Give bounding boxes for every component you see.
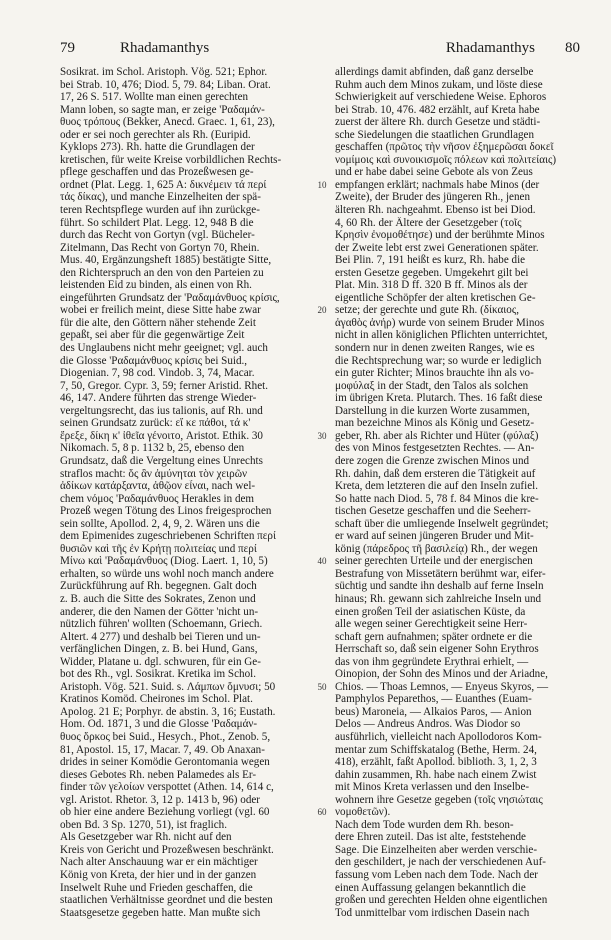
text-line: leistenden Eid zu binden, als einen von Rh. — [60, 279, 252, 292]
text-line: 4, 60 Rh. der Ältere der Gesetzgeber (τοῖς — [335, 216, 522, 229]
text-line: dem Epimenides zugeschriebenen Schriften περί — [60, 530, 276, 543]
text-line: Ruhm auch dem Minos zukam, und löste diese — [335, 78, 543, 91]
text-line: Kreta, dem letzteren die auf den Inseln zufiel. — [335, 480, 538, 493]
text-line: gepaßt, sei aber für die gegenwärtige Zeit — [60, 329, 245, 342]
text-line: Zitelmann, Das Recht von Gortyn 70, Rhein. — [60, 241, 260, 254]
text-line: Nach dem Tode wurden dem Rh. beson- — [335, 818, 514, 831]
text-line: hinaus; Rh. gewann sich zahlreiche Inseln und — [335, 592, 542, 605]
text-line: dieses Gebotes Rh. neben Palamedes als Er- — [60, 768, 257, 781]
page-number-right: 80 — [565, 40, 580, 56]
text-line: Hom. Od. 1871, 3 und die Glosse 'Ραδαμάν- — [60, 718, 258, 731]
text-line: νομίμοις καὶ συνοικισμοῖς πόλεων καὶ πολιτείαις) — [335, 153, 557, 166]
text-line: sondern nur in denen zweiten Ranges, wie es — [335, 342, 535, 355]
text-line: fassung vom Leben nach dem Tode. Nach der — [335, 869, 538, 881]
text-line: ob hier eine andere Beziehung vorliegt (vgl. 60 — [60, 806, 270, 819]
text-line: Apolog. 21 E; Porphyr. de abstin. 3, 16; Eustath. — [60, 705, 276, 718]
text-line: Kreis von Gericht und Prozeßwesen beschränkt. — [60, 843, 274, 856]
text-line: dere Ehren zuteil. Das ist alte, feststehende — [335, 831, 526, 844]
text-line: einen Auffassung gelangen bekanntlich die — [335, 881, 526, 894]
text-line: zuerst der ältere Rh. durch Gesetze und städti- — [335, 116, 541, 129]
text-line: älteren Rh. nachgeahmt. Ebenso ist bei Diod. — [335, 204, 536, 217]
text-line: Bestrafung von Missetätern berühmt war, eifer- — [335, 567, 546, 580]
text-line: Sosikrat. im Schol. Aristoph. Vög. 521; Ephor. — [60, 66, 268, 78]
text-line: mentar zum Schiffskatalog (Bethe, Herm. 24, — [335, 743, 537, 756]
text-line: tischen Gesetze geschaffen und die Seeherr- — [335, 505, 531, 518]
left-column — [60, 66, 306, 922]
text-line: empfangen erklärt; nachmals habe Minos (der — [335, 178, 540, 191]
text-line: Aristoph. Vög. 521. Suid. s. Λάμπων ὄμνυσι; 50 — [60, 680, 276, 693]
text-line: den Richterspruch an den von den Parteien zu — [60, 266, 264, 279]
text-line: Plat. Min. 318 D ff. 320 B ff. Minos als der — [335, 279, 528, 292]
text-line: großen und gerechten Helden ohne eigentlichen — [335, 894, 548, 907]
text-line: erhalten, so würde uns wohl noch manch andere — [60, 567, 274, 580]
text-line: ausführlich, vielleicht nach Apollodoros Kom- — [335, 730, 542, 743]
text-line: θυος ὅρκος bei Suid., Hesych., Phot., Zenob. 5, — [60, 730, 271, 743]
text-line: θυος τρόπους (Bekker, Anecd. Graec. 1, 61, 23), — [60, 116, 275, 129]
text-line: einen großen Teil der asiatischen Küste, da — [335, 605, 526, 618]
text-line: Darstellung in die kurzen Worte zusammen, — [335, 404, 530, 417]
text-line: ersten Gesetze gegeben. Umgekehrt gilt bei — [335, 266, 529, 279]
text-line: vgl. Aristot. Rhetor. 3, 12 p. 1413 b, 96) oder — [60, 793, 260, 806]
text-line: für die alte, den Göttern näher stehende Zeit — [60, 316, 256, 329]
text-line: Chios. — Thoas Lemnos, — Enyeus Skyros, — — [335, 680, 549, 693]
text-line: nicht in allen königlichen Pflichten unterrichtet, — [335, 329, 548, 342]
text-line: Prozeß wegen Tötung des Linos freigesprochen — [60, 505, 272, 518]
text-line: Zweite), der Bruder des jüngeren Rh., jenen — [335, 191, 530, 204]
text-line: Κρησὶν ἐνομοθέτησε) und der berühmte Minos — [335, 229, 545, 242]
text-line: durch das Recht von Gortyn (vgl. Bücheler- — [60, 229, 255, 242]
text-line: ἀγαθὸς ἀνήρ) wurde von seinem Bruder Minos — [335, 316, 545, 329]
text-line: chem νόμος 'Ραδαμάνθυος Herakles in dem — [60, 492, 255, 505]
text-line: ἔρεξε, δίκη κ' ἰθεῖα γένοιτο, Aristot. Ethik. 30 — [60, 429, 263, 442]
text-line: geschaffen (πρῶτος τὴν νῆσον ἐξημερῶσαι δοκεῖ — [335, 141, 554, 154]
text-line: Tod unmittelbar vom irdischen Dasein nach — [335, 906, 530, 919]
text-line: finder τῶν γελοίων verspottet (Athen. 14, 614 c, — [60, 781, 274, 794]
text-line: süchtig und sandte ihn deshalb auf ferne Inseln — [335, 580, 544, 593]
text-line: Rh. dahin, daß dem ersteren die Tätigkeit auf — [335, 467, 536, 480]
text-line: schaft über die umliegende Inselwelt gegründet; — [335, 517, 549, 530]
page-number-left: 79 — [60, 40, 75, 56]
text-line: 81, Apostol. 15, 17, Macar. 7, 49. Ob Anaxan- — [60, 743, 265, 756]
text-line: straflos macht: ὅς ἂν ἀμύνηται τὸν χειρῶν — [60, 467, 248, 480]
text-line: eingeführten Grundsatz der 'Ραδαμάνθυος κρίσις, — [60, 291, 280, 304]
text-line: Pamphylos Peparethos, — Euanthes (Euam- — [335, 693, 532, 706]
text-line: König von Kreta, der hier und in der ganzen — [60, 869, 257, 881]
text-line: Als Gesetzgeber war Rh. nicht auf den — [60, 831, 232, 844]
text-line: Widder, Platane u. dgl. schwuren, für ein Ge- — [60, 655, 261, 668]
text-line: kretischen, für weite Kreise vorbildlichen Rechts- — [60, 153, 282, 166]
text-line: 418), erzählt, faßt Apollod. biblioth. 3, 1, 2, 3 — [335, 756, 537, 769]
text-line: Staatsgesetze gegeben hatte. Man mußte sich — [60, 906, 261, 919]
text-line: 17, 26 S. 517. Wollte man einen gerechten — [60, 91, 249, 104]
text-line: und er habe dabei seine Gebote als von Zeus — [335, 166, 533, 179]
text-line: Μίνω καὶ 'Ραδαμάνθυος (Diog. Laert. 1, 10, 5) — [60, 555, 268, 568]
text-line: eigentliche Schöpfer der alten kretischen Ge- — [335, 291, 536, 304]
text-line: vergeltungsrecht, das ius talionis, auf Rh. und — [60, 404, 263, 417]
text-line: θυσιῶν καὶ τῆς ἐν Κρήτῃ πολιτείας und περί — [60, 542, 257, 555]
text-line: Mus. 40, Ergänzungsheft 1885) bestätigte Sitte, — [60, 254, 272, 267]
text-line: τάς δίκας), und manche Einzelheiten der spä- — [60, 191, 261, 204]
gutter-line-number: 30 — [317, 430, 327, 441]
text-line: alle wegen seiner Gerechtigkeit seine Herr- — [335, 618, 528, 631]
text-line: So hatte nach Diod. 5, 78 f. 84 Minos die kre- — [335, 492, 539, 505]
text-line: bot des Rh., vgl. Sosikrat. Kretika im Schol. — [60, 668, 256, 681]
gutter-line-number: 40 — [317, 556, 327, 567]
text-line: dere zogen die Grenze zwischen Minos und — [335, 454, 530, 467]
text-line: sein sollte, Apollod. 2, 4, 9, 2. Wären uns die — [60, 517, 260, 530]
gutter-line-number: 20 — [317, 305, 327, 316]
gutter-line-number: 10 — [317, 179, 327, 190]
text-line: νομοθετῶν). — [335, 806, 391, 819]
text-line: Zurückführung auf Rh. begegnen. Galt doch — [60, 580, 257, 593]
text-line: mit Minos Kreta verlassen und den Inselbe- — [335, 781, 530, 794]
text-line: ein guter Richter; Minos brauchte ihn als νο- — [335, 367, 534, 380]
text-line: man bezeichne Minos als König und Gesetz- — [335, 417, 535, 430]
running-title-left: Rhadamanthys — [120, 40, 210, 56]
page-header — [60, 40, 580, 62]
text-line: wobei er freilich meint, diese Sitte habe zwar — [60, 304, 261, 317]
text-line: bei Strab. 10, 476. 482 erzählt, auf Kreta habe — [335, 103, 540, 116]
text-line: das von ihm gegründete Erythrai erhielt, — — [335, 655, 529, 668]
text-line: seiner gerechten Urteile und der energischen — [335, 555, 533, 568]
running-title-right: Rhadamanthys — [445, 40, 535, 56]
text-line: könig (πάρεδρος τῆ βασιλείᾳ) Rh., der wegen — [335, 542, 538, 555]
text-line: allerdings damit abfinden, daß ganz derselbe — [335, 66, 534, 78]
text-line: 7, 50, Gregor. Cypr. 3, 59; ferner Aristid. Rhet. — [60, 379, 268, 392]
text-line: Delos — Andreus Andros. Was Diodor so — [335, 718, 521, 731]
text-line: der Zweite lebt erst zwei Generationen später. — [335, 241, 539, 254]
text-line: den geschildert, je nach der verschiedenen Auf- — [335, 856, 546, 869]
text-line: schaft gern aufnahmen; später ordnete er die — [335, 630, 533, 643]
text-line: 46, 147. Andere führten das strenge Wieder- — [60, 392, 257, 405]
text-line: wohnern ihre Gesetze gegeben (τοῖς νησιώταις — [335, 793, 543, 806]
text-line: Sage. Die Einzelheiten aber werden verschie- — [335, 843, 538, 856]
text-line: dahin zusammen, Rh. habe nach einem Zwist — [335, 768, 537, 781]
text-line: oben Bd. 3 Sp. 1270, 51), ist fraglich. — [60, 818, 228, 831]
text-line: Nikomach. 5, 8 p. 1132 b, 25, ebenso den — [60, 442, 245, 455]
text-line: teren Rechtspflege wurden auf ihn zurückge- — [60, 204, 260, 217]
text-line: sche Siedelungen die staatlichen Grundlagen — [335, 128, 535, 141]
text-line: Inselwelt Ruhe und Frieden geschaffen, die — [60, 881, 253, 894]
text-line: geber, Rh. aber als Richter und Hüter (φύλαξ) — [335, 429, 539, 442]
text-line: Altert. 4 277) und deshalb bei Tieren und un- — [60, 630, 261, 643]
text-line: nützlich führen' wollten (Schoemann, Griech. — [60, 618, 263, 631]
text-line: z. B. auch die Sitte des Sokrates, Zenon und — [60, 592, 256, 605]
text-line: staatlichen Verhältnisse geordnet und die besten — [60, 894, 273, 907]
text-line: er ward auf seinen jüngeren Bruder und Mit- — [335, 530, 534, 543]
text-line: Herrschaft so, daß sein eigener Sohn Erythros — [335, 643, 539, 656]
text-line: anderer, die den Namen der Götter 'nicht un- — [60, 605, 259, 618]
text-line: seinen Grundsatz zurück: εἴ κε πάθοι, τά κ' — [60, 417, 251, 430]
text-line: die Rechtsprechung war; so wurde er lediglich — [335, 354, 542, 367]
text-line: pflege geschaffen und das Prozeßwesen ge- — [60, 166, 254, 179]
text-line: des von Minos festgesetzten Rechtes. — An- — [335, 442, 535, 455]
text-line: Oinopion, der Sohn des Minos und der Ariadne, — [335, 668, 548, 681]
text-line: Diogenian. 7, 98 cod. Vindob. 3, 74, Macar. — [60, 367, 255, 380]
text-line: ἀδίκων κατάρξαντα, ἀθῷον εἶναι, nach wel- — [60, 480, 256, 493]
text-line: Bei Plin. 7, 191 heißt es kurz, Rh. habe die — [335, 254, 526, 267]
text-line: führt. So schildert Plat. Legg. 12, 948 B die — [60, 216, 254, 229]
text-line: Kyklops 273). Rh. hatte die Grundlagen der — [60, 141, 255, 154]
text-line: ordnet (Plat. Legg. 1, 625 A: δικνέμειν τά περί — [60, 178, 267, 191]
text-line: Schwierigkeit auf verschiedene Weise. Ephoros — [335, 91, 547, 104]
text-line: μοφύλαξ in der Stadt, den Talos als solchen — [335, 379, 529, 392]
text-line: Grundsatz, daß die Vergeltung eines Unrechts — [60, 454, 263, 467]
text-line: Mann loben, so sagte man, er zeige 'Ραδαμάν- — [60, 103, 265, 116]
text-line: bei Strab. 10, 476; Diod. 5, 79. 84; Liban. Orat. — [60, 78, 271, 91]
text-line: drides in seiner Komödie Gerontomania wegen — [60, 756, 270, 769]
text-line: beus) Maroneia, — Alkaios Paros, — Anion — [335, 705, 532, 718]
text-line: setze; der gerechte und gute Rh. (δίκαιος, — [335, 304, 519, 317]
text-line: verfänglichen Dingen, z. B. bei Hund, Gans, — [60, 643, 258, 656]
text-line: Nach alter Anschauung war er ein mächtiger — [60, 856, 258, 869]
right-column — [335, 66, 581, 922]
text-line: im übrigen Kreta. Plutarch. Thes. 16 faßt diese — [335, 392, 543, 405]
text-line: die Glosse 'Ραδαμάνθυος κρίσις bei Suid., — [60, 354, 248, 367]
text-line: Kratinos Komöd. Cheirones im Schol. Plat. — [60, 693, 253, 706]
gutter-line-number: 60 — [317, 807, 327, 818]
text-line: des Unglaubens nicht mehr geeignet; vgl. auch — [60, 342, 268, 355]
text-line: oder er sei noch gerechter als Rh. (Euripid. — [60, 128, 251, 141]
gutter-line-number: 50 — [317, 681, 327, 692]
